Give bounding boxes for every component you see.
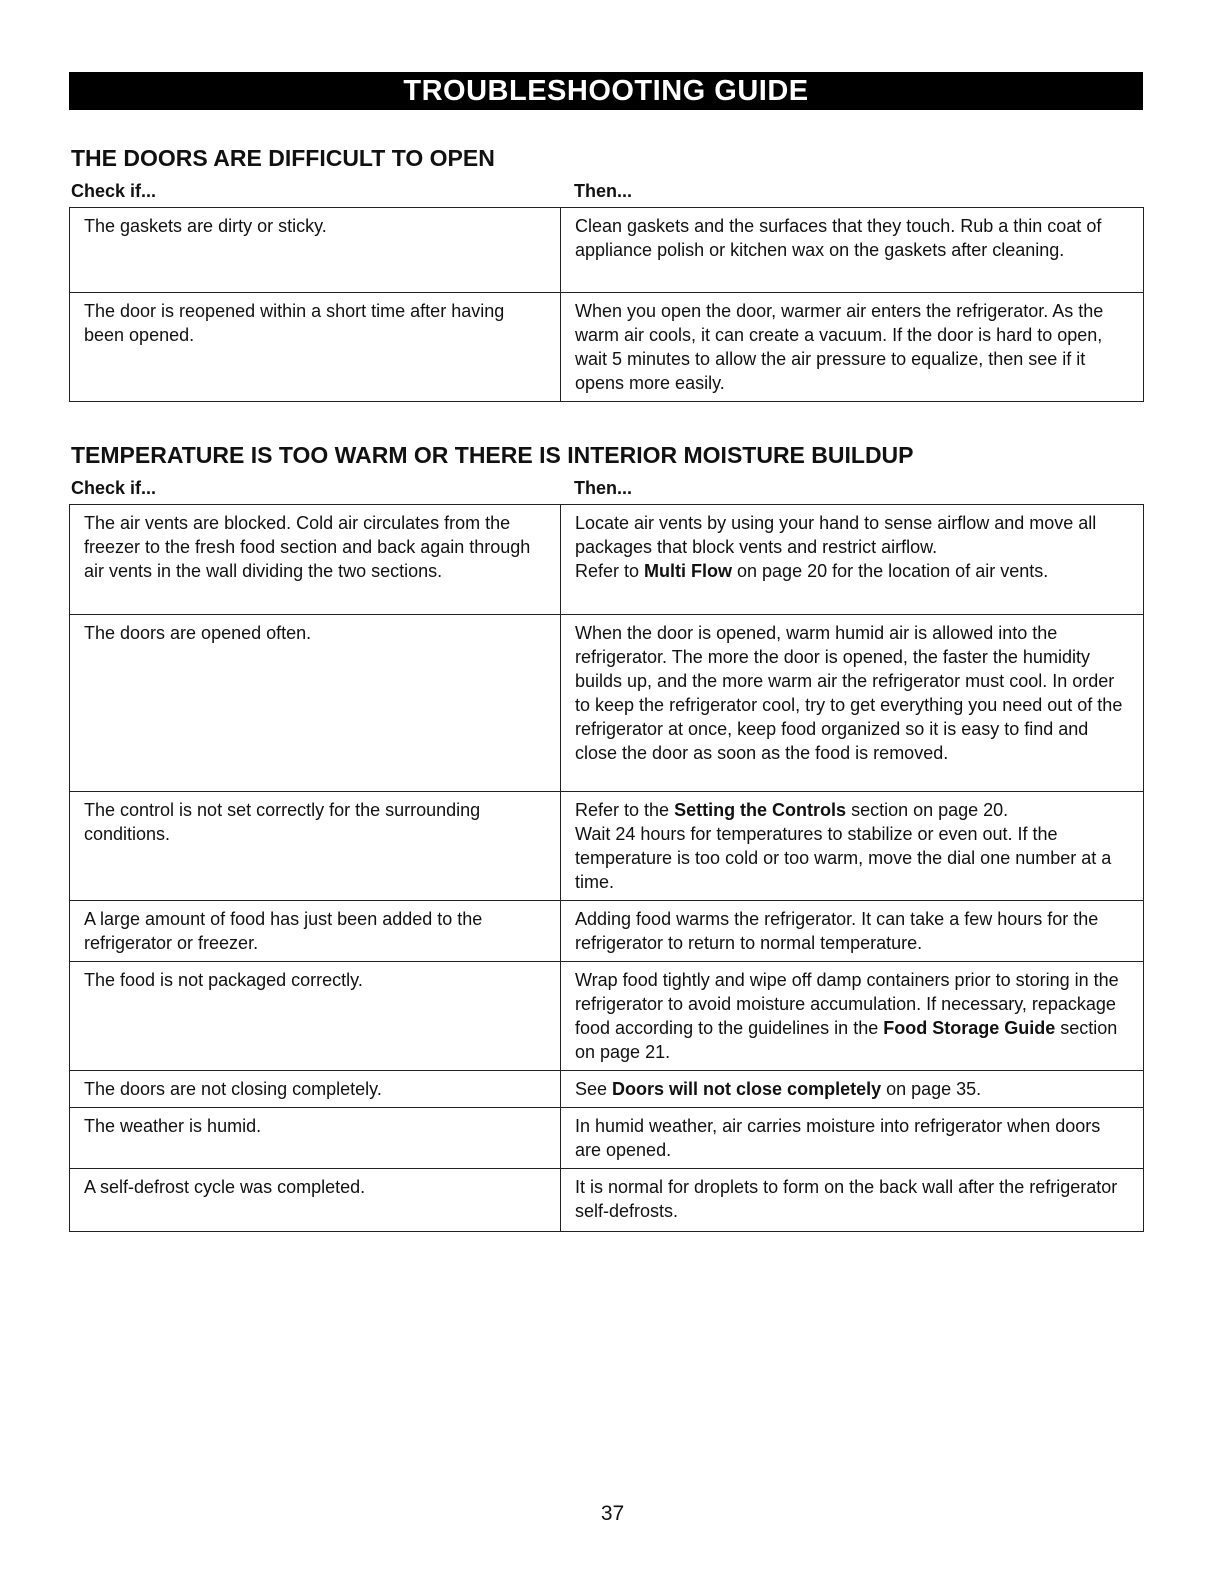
then-line: Locate air vents by using your hand to sense airflow and move all packages that block vents and restrict airflow. (575, 513, 1097, 557)
check-cell: The doors are opened often. (70, 615, 561, 792)
then-header: Then... (574, 478, 632, 498)
then-line (575, 1077, 1129, 1101)
check-cell: The gaskets are dirty or sticky. (70, 208, 561, 293)
text-run: on page 20 for the location of air vents. (732, 561, 1049, 581)
reference-bold: Setting the Controls (674, 800, 847, 820)
table-row (70, 505, 1144, 615)
text-run: on page 35. (881, 1079, 982, 1099)
page-title-banner: TROUBLESHOOTING GUIDE (69, 72, 1143, 110)
troubleshooting-table (69, 207, 1144, 402)
text-run: See (575, 1079, 613, 1099)
check-if-header: Check if... (71, 478, 157, 498)
text-run: section on page 21. (575, 1018, 1118, 1062)
check-cell: The weather is humid. (70, 1108, 561, 1169)
then-cell: When the door is opened, warm humid air is allowed into the refrigerator. The more the door is opened, the faster the humidity builds up, and the more warm air the refrigerator must cool. In order to keep the refrigerator cool, try to get everything you need out of the refrigerator at once, keep food organized so it is easy to find and close the door as soon as the food is removed. (561, 615, 1144, 792)
table-row (70, 1108, 1144, 1169)
then-cell (561, 505, 1144, 615)
troubleshooting-table (69, 504, 1144, 1232)
then-cell: It is normal for droplets to form on the back wall after the refrigerator self-defrosts. (561, 1169, 1144, 1232)
then-cell (561, 792, 1144, 901)
section-doors-difficult (69, 143, 1143, 402)
table-row (70, 1169, 1144, 1232)
check-cell: The doors are not closing completely. (70, 1071, 561, 1108)
then-line (575, 559, 1129, 583)
section-temperature-warm (69, 440, 1143, 1232)
table-row (70, 962, 1144, 1071)
text-run: Refer to (575, 561, 645, 581)
then-line (575, 798, 1129, 822)
check-cell: A self-defrost cycle was completed. (70, 1169, 561, 1232)
reference-bold: Multi Flow (644, 561, 733, 581)
table-row (70, 901, 1144, 962)
text-run: Wrap food tightly and wipe off damp containers prior to storing in the refrigerator to avoid moisture accumulation. If necessary, repackage food according to the guidelines in the (575, 970, 1119, 1038)
text-run: section on page 20. (846, 800, 1009, 820)
check-if-header: Check if... (71, 181, 157, 201)
table-row (70, 293, 1144, 402)
reference-bold: Food Storage Guide (883, 1018, 1056, 1038)
section-title: THE DOORS ARE DIFFICULT TO OPEN (71, 145, 495, 171)
section-title: TEMPERATURE IS TOO WARM OR THERE IS INTERIOR MOISTURE BUILDUP (71, 442, 914, 468)
column-headers (69, 470, 1143, 504)
column-headers (69, 173, 1143, 207)
page-number: 37 (600, 1502, 625, 1525)
then-cell: When you open the door, warmer air enters the refrigerator. As the warm air cools, it can create a vacuum. If the door is hard to open, wait 5 minutes to allow the air pressure to equalize, then see if it opens more easily. (561, 293, 1144, 402)
check-cell: The door is reopened within a short time after having been opened. (70, 293, 561, 402)
then-cell: Adding food warms the refrigerator. It can take a few hours for the refrigerator to return to normal temperature. (561, 901, 1144, 962)
then-cell: In humid weather, air carries moisture into refrigerator when doors are opened. (561, 1108, 1144, 1169)
table-row (70, 792, 1144, 901)
table-row (70, 208, 1144, 293)
text-run: Refer to the (575, 800, 675, 820)
then-header: Then... (574, 181, 632, 201)
then-line (575, 968, 1129, 1064)
then-cell (561, 1071, 1144, 1108)
table-row (70, 615, 1144, 792)
then-line: Wait 24 hours for temperatures to stabilize or even out. If the temperature is too cold or too warm, move the dial one number at a time. (575, 824, 1112, 892)
then-cell: Clean gaskets and the surfaces that they touch. Rub a thin coat of appliance polish or kitchen wax on the gaskets after cleaning. (561, 208, 1144, 293)
then-cell (561, 962, 1144, 1071)
check-cell: The air vents are blocked. Cold air circulates from the freezer to the fresh food section and back again through air vents in the wall dividing the two sections. (70, 505, 561, 615)
check-cell: The food is not packaged correctly. (70, 962, 561, 1071)
reference-bold: Doors will not close completely (612, 1079, 882, 1099)
check-cell: A large amount of food has just been added to the refrigerator or freezer. (70, 901, 561, 962)
check-cell: The control is not set correctly for the surrounding conditions. (70, 792, 561, 901)
table-row (70, 1071, 1144, 1108)
